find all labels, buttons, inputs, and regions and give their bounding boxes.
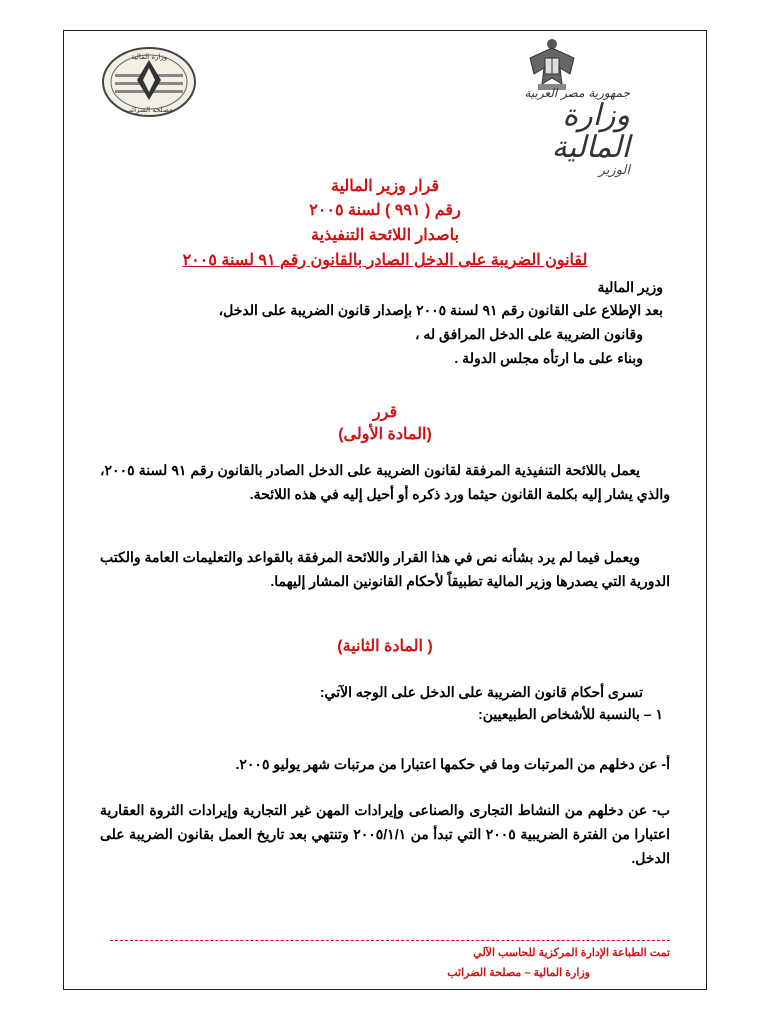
ministry-letterhead [480,86,630,178]
article-1-paragraph-2 [100,545,670,593]
decree-number: رقم ( ٩٩١ ) لسنة ٢٠٠٥ [309,202,461,219]
seal-top-text: وزارة المالية [130,53,168,61]
article-1-text-2: ويعمل فيما لم يرد بشأنه نص في هذا القرار واللائحة المرفقة بالقواعد والتعليمات العامة والكتب الدورية التي يصدرها وزير المالية تطبيقاً لأحكام القانونين المشار إليهما. [100,549,670,589]
ministry-name: وزارة المالية [551,98,630,165]
article-2-item-1: ١ – بالنسبة للأشخاص الطبيعيين: [478,706,663,722]
decree-law-reference: لقانون الضريبة على الدخل الصادر بالقانون رقم ٩١ لسنة ٢٠٠٥ [182,252,588,269]
decree-title: قرار وزير المالية [331,178,439,195]
preamble-line-2: بعد الإطلاع على القانون رقم ٩١ لسنة ٢٠٠٥ بإصدار قانون الضريبة على الدخل، [218,302,663,318]
article-2-sub-b-text: ب- عن دخلهم من النشاط التجارى والصناعى وإيرادات المهن غير التجارية وإيرادات الثروة العقارية اعتبارا من الفترة الضريبية ٢٠٠٥ التي تبدأ من ٢٠٠٥/١/١ وتنتهي بعد تاريخ العمل بقانون الضريبة على الدخل. [100,802,671,866]
seal-bottom-text: مصلحة الضرائب [125,106,173,114]
article-2-sub-b [100,798,670,870]
footer-divider [110,940,670,941]
footer-department: وزارة المالية – مصلحة الضرائب [447,967,590,979]
decided-heading: قرر [372,404,398,421]
article-1-text-1: يعمل باللائحة التنفيذية المرفقة لقانون الضريبة على الدخل الصادر بالقانون رقم ٩١ لسنة ٢٠٠٥، والذي يشار إليه بكلمة القانون حيثما ورد ذكره أو أحيل إليه في هذه اللائحة. [100,462,670,502]
decree-subject: باصدار اللائحة التنفيذية [311,227,459,244]
preamble-line-3: وقانون الضريبة على الدخل المرافق له ، [414,326,643,342]
republic-name: جمهورية مصر العربية [524,86,630,100]
article-2-sub-a [100,752,670,776]
article-1-paragraph-1 [100,458,670,506]
tax-authority-seal [101,46,197,118]
eagle-emblem-icon [524,34,580,92]
footer-printed-by: تمت الطباعة الإدارة المركزية للحاسب الآلي [473,947,670,959]
article-2-intro: تسرى أحكام قانون الضريبة على الدخل على الوجه الآتي: [319,684,643,700]
article-2-sub-a-text: أ- عن دخلهم من المرتبات وما في حكمها اعتبارا من مرتبات شهر يوليو ٢٠٠٥. [235,756,670,772]
preamble-line-4: وبناء على ما ارتأه مجلس الدولة . [454,350,643,366]
preamble-line-1: وزير المالية [597,279,663,295]
article-1-heading: (المادة الأولى) [338,426,432,443]
minister-label: الوزير [598,163,630,178]
article-2-heading: ( المادة الثانية) [337,638,433,655]
